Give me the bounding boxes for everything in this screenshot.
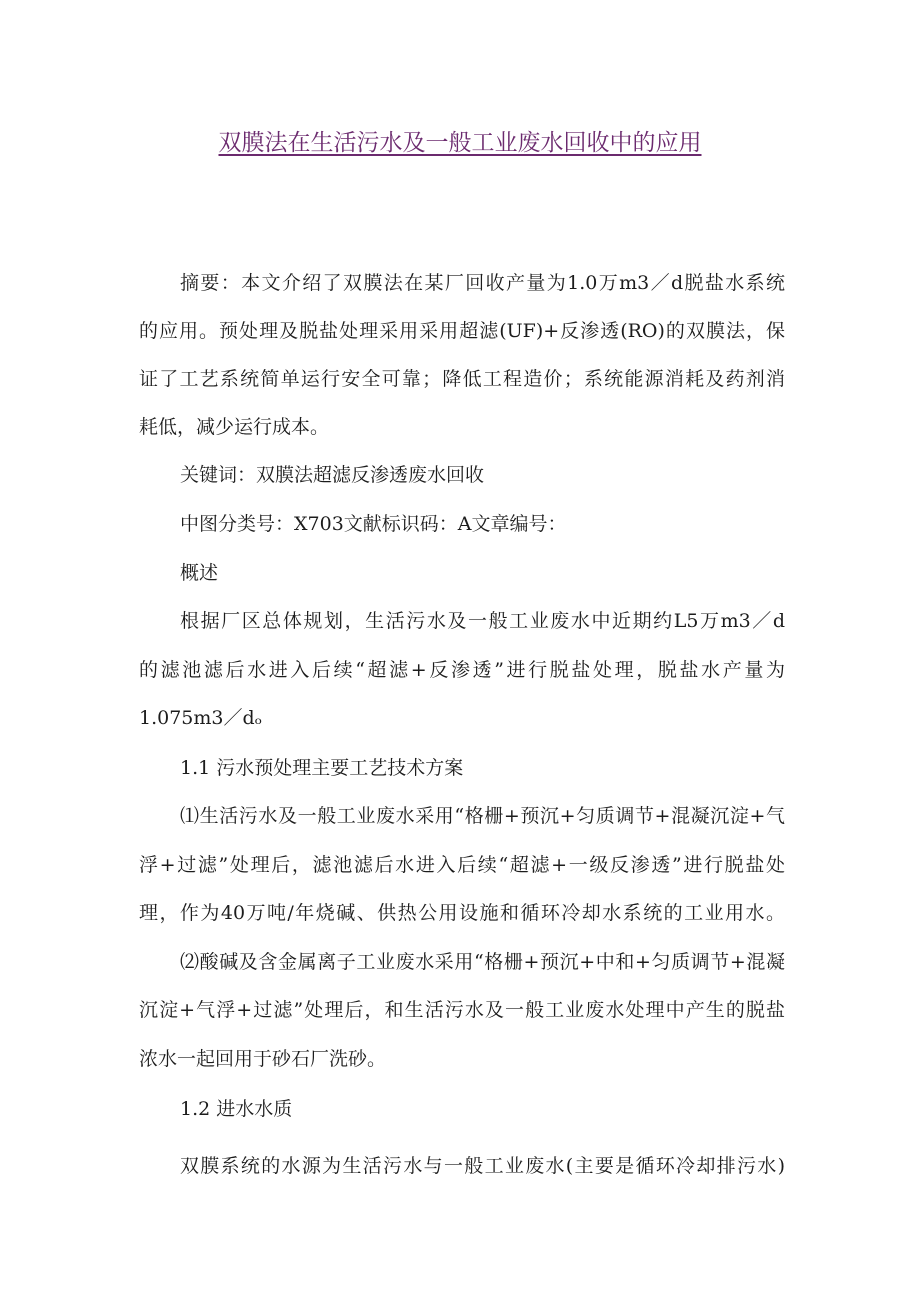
section-heading-1-1: 1.1 污水预处理主要工艺技术方案 xyxy=(180,757,464,779)
influent-line: 双膜系统的水源为生活污水与一般工业废水(主要是循环冷却排污水) xyxy=(180,1155,785,1177)
keywords: 关键词：双膜法超滤反渗透废水回收 xyxy=(180,464,485,486)
item-2-line: 浓水一起回用于砂石厂洗砂。 xyxy=(139,1048,387,1070)
abstract-line: 耗低，减少运行成本。 xyxy=(139,416,330,438)
abstract-line: 摘要：本文介绍了双膜法在某厂回收产量为1.0万m3／d脱盐水系统 xyxy=(180,272,785,294)
item-2-line: ⑵酸碱及含金属离子工业废水采用“格栅+预沉+中和+匀质调节+混凝 xyxy=(180,951,785,973)
document-title: 双膜法在生活污水及一般工业废水回收中的应用 xyxy=(218,130,702,156)
abstract-line: 的应用。预处理及脱盐处理采用采用超滤(UF)+反渗透(RO)的双膜法，保 xyxy=(139,320,785,342)
item-1-line: ⑴生活污水及一般工业废水采用“格栅+预沉+匀质调节+混凝沉淀+气 xyxy=(180,805,785,827)
item-1-line: 理，作为40万吨/年烧碱、供热公用设施和循环冷却水系统的工业用水。 xyxy=(139,902,785,924)
overview-line: 的滤池滤后水进入后续“超滤+反渗透”进行脱盐处理，脱盐水产量为 xyxy=(139,659,785,681)
overview-line: 根据厂区总体规划，生活污水及一般工业废水中近期约L5万m3／d xyxy=(180,610,785,632)
item-2-line: 沉淀+气浮+过滤”处理后，和生活污水及一般工业废水处理中产生的脱盐 xyxy=(139,999,785,1021)
section-heading-1-2: 1.2 进水水质 xyxy=(180,1098,293,1120)
abstract-line: 证了工艺系统简单运行安全可靠；降低工程造价；系统能源消耗及药剂消 xyxy=(139,368,785,390)
overview-line: 1.075m3／dₒ xyxy=(139,707,262,729)
overview-heading: 概述 xyxy=(180,562,219,584)
item-1-line: 浮+过滤”处理后，滤池滤后水进入后续“超滤+一级反渗透”进行脱盐处 xyxy=(139,854,785,876)
classification-line: 中图分类号：X703文献标识码：A文章编号： xyxy=(180,513,567,535)
